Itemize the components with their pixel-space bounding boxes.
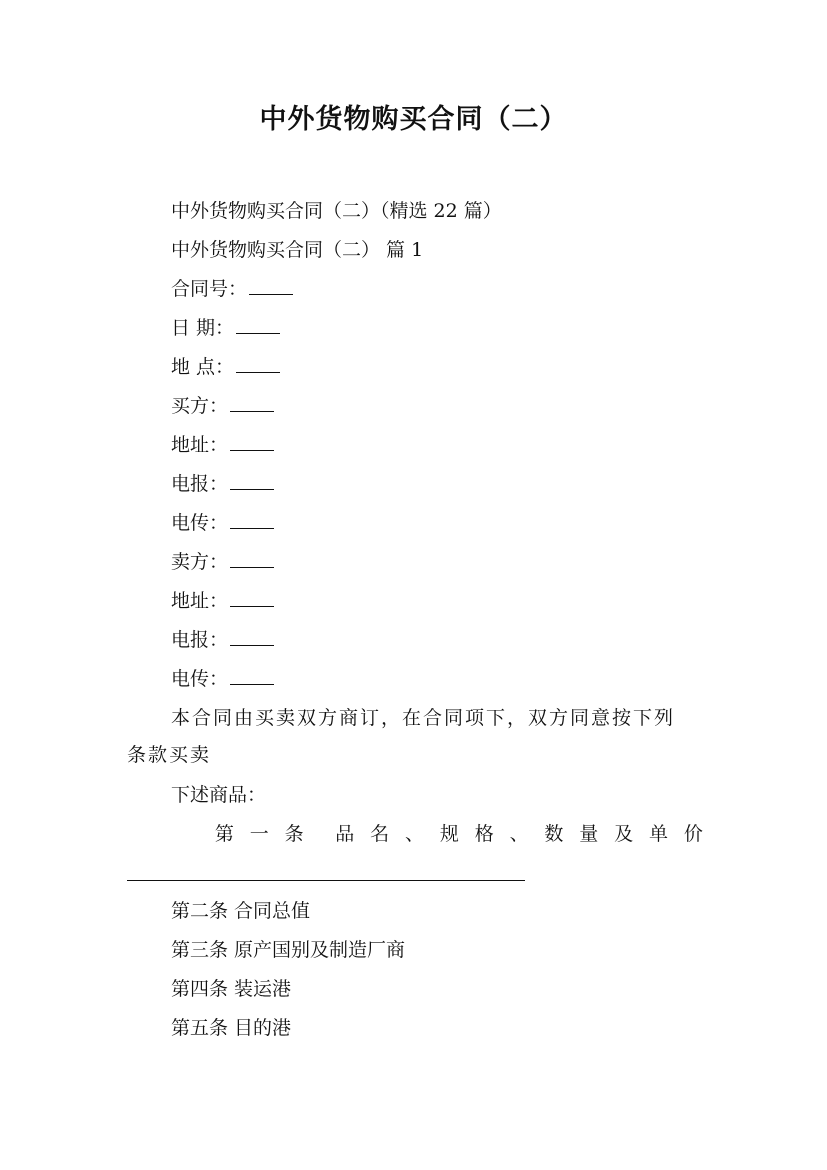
intro-paragraph-line1: 本合同由买卖双方商订，在合同项下，双方同意按下列 [171, 707, 676, 729]
fill-blank [230, 670, 274, 685]
article-1-char: 量 [579, 823, 599, 845]
article-1-char: 及 [614, 823, 634, 845]
article-1-char: 、 [404, 823, 424, 845]
article-1-char: 一 [249, 823, 269, 845]
article-1-heading [171, 821, 703, 847]
article-1-char: 规 [439, 823, 459, 845]
article-1-char: 品 [335, 823, 355, 845]
article-1-char: 格 [474, 823, 494, 845]
fill-blank [236, 358, 280, 373]
field-label: 电报： [171, 629, 229, 651]
article-2: 第二条 合同总值 [171, 900, 311, 922]
field-seller [171, 549, 274, 575]
field-label: 电报： [171, 473, 229, 495]
fill-blank [249, 280, 293, 295]
fill-blank [230, 436, 274, 451]
article-1-char: 单 [649, 823, 669, 845]
field-contract-no [171, 276, 293, 302]
field-label: 电传： [171, 668, 229, 690]
document-title: 中外货物购买合同（二） [259, 104, 568, 135]
fill-blank [230, 475, 274, 490]
fill-line [127, 880, 525, 881]
article-1-char: 价 [683, 823, 703, 845]
article-1-char: 第 [214, 823, 234, 845]
fill-blank [230, 592, 274, 607]
field-label: 地 点： [171, 356, 235, 378]
article-1-char: 条 [284, 823, 304, 845]
fill-blank [230, 397, 274, 412]
field-seller-address [171, 588, 274, 614]
field-label: 电传： [171, 512, 229, 534]
fill-blank [230, 553, 274, 568]
field-buyer-telegram [171, 471, 274, 497]
field-date [171, 315, 280, 341]
article-1-char: 数 [544, 823, 564, 845]
article-3: 第三条 原产国别及制造厂商 [171, 939, 406, 961]
field-label: 日 期： [171, 317, 235, 339]
field-label: 卖方： [171, 551, 229, 573]
fill-blank [230, 631, 274, 646]
field-label: 地址： [171, 434, 229, 456]
field-place [171, 354, 280, 380]
article-1-char: 、 [509, 823, 529, 845]
document-subtitle: 中外货物购买合同（二）（精选 22 篇） [171, 200, 502, 222]
field-seller-telex [171, 666, 274, 692]
intro-paragraph-line2: 条款买卖 [127, 744, 212, 766]
goods-label: 下述商品： [171, 784, 267, 806]
field-seller-telegram [171, 627, 274, 653]
field-label: 合同号： [171, 278, 248, 300]
field-buyer-address [171, 432, 274, 458]
section-heading: 中外货物购买合同（二） 篇 1 [171, 239, 424, 261]
field-buyer [171, 393, 274, 419]
article-4: 第四条 装运港 [171, 978, 292, 1000]
fill-blank [230, 514, 274, 529]
article-5: 第五条 目的港 [171, 1017, 292, 1039]
fill-blank [236, 319, 280, 334]
field-buyer-telex [171, 510, 274, 536]
field-label: 地址： [171, 590, 229, 612]
article-1-char: 名 [370, 823, 390, 845]
field-label: 买方： [171, 395, 229, 417]
